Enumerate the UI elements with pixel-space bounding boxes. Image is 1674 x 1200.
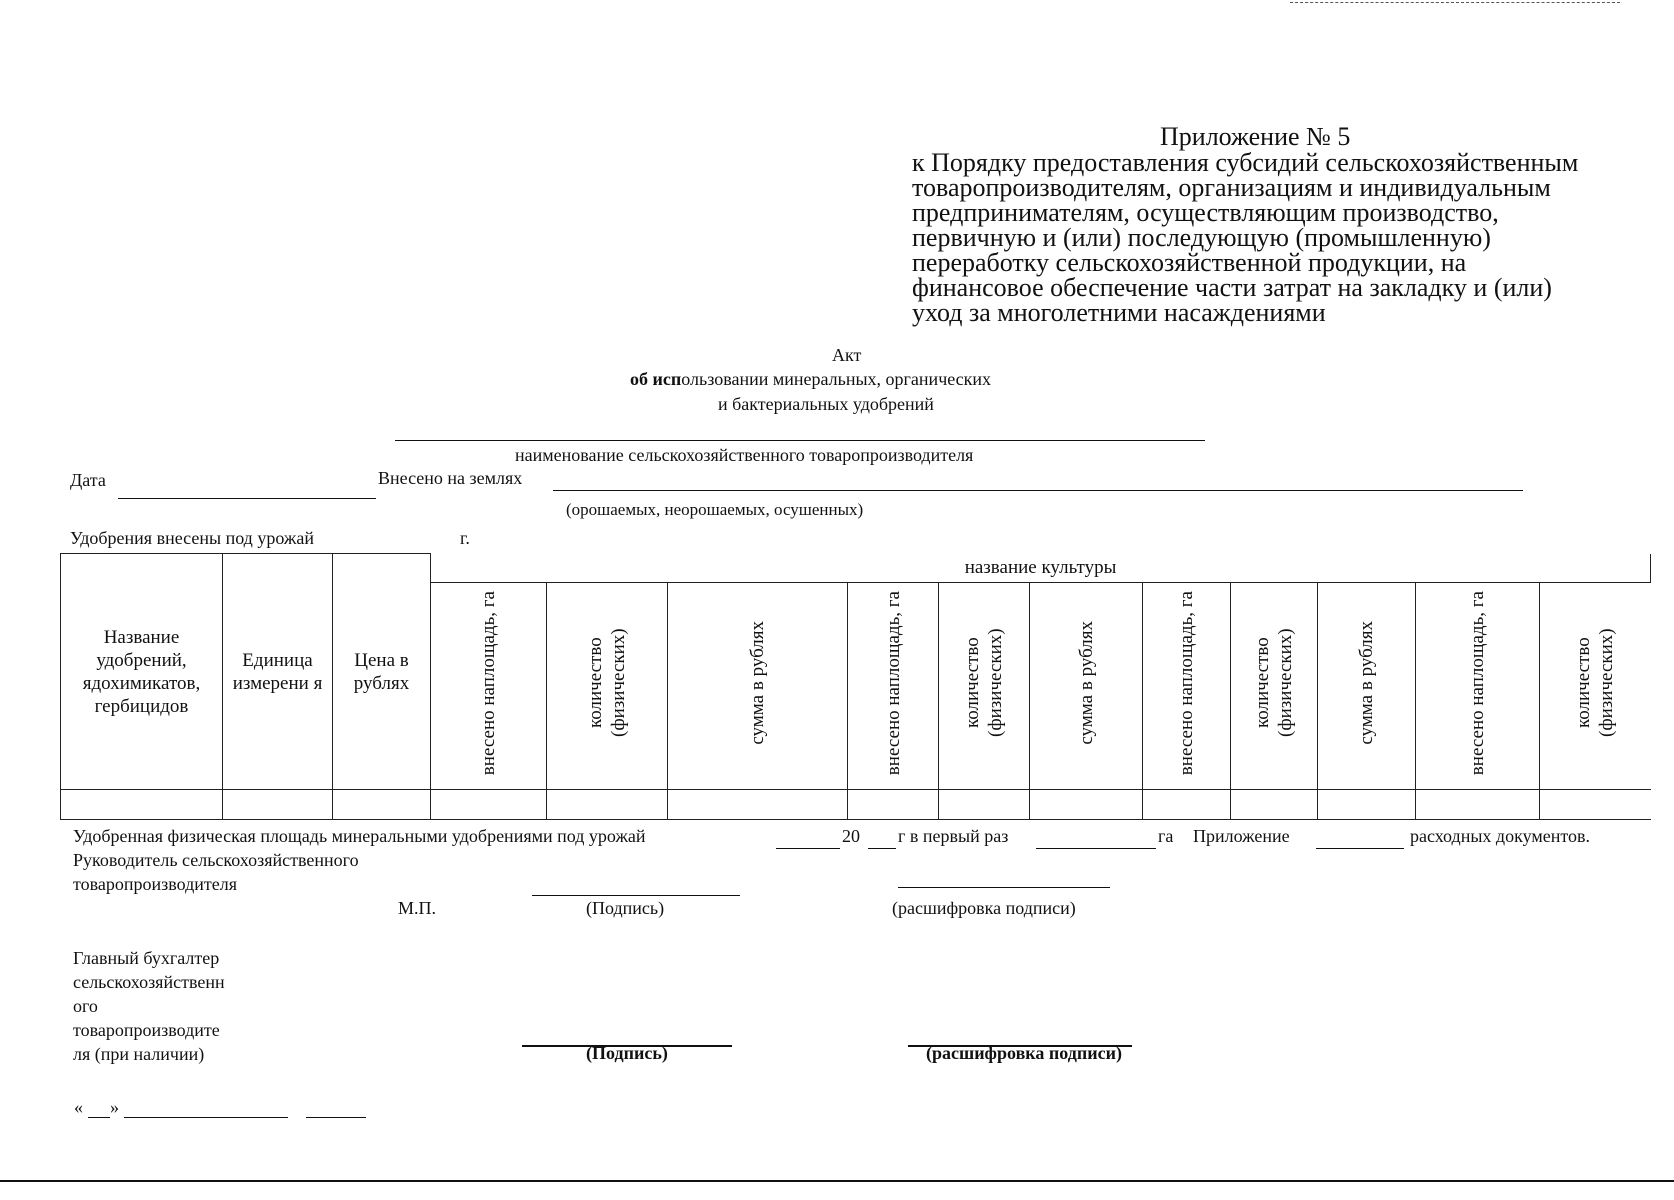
header-sum-col [668, 583, 848, 790]
head-label-line1: Руководитель сельскохозяйственного [73, 850, 359, 870]
accountant-label-line: товаропроизводите [73, 1020, 220, 1040]
accountant-label-line: Главный бухгалтер [73, 948, 220, 968]
table-cell[interactable] [939, 790, 1030, 820]
header-area-col [1143, 583, 1231, 790]
table-cell[interactable] [333, 790, 431, 820]
table-header-row-1 [61, 554, 1651, 583]
appendix-line: финансовое обеспечение части затрат на закладку и (или) [912, 273, 1552, 302]
date-month-blank[interactable] [124, 1117, 288, 1118]
header-area-col [1416, 583, 1540, 790]
header-quantity: количество (физических) [1252, 628, 1296, 738]
header-quantity-col [939, 583, 1030, 790]
accountant-signature-caption: (Подпись) [586, 1043, 668, 1063]
fertilized-area-blank[interactable] [1036, 848, 1156, 849]
header-quantity: количество (физических) [585, 628, 629, 738]
header-sum-col [1318, 583, 1416, 790]
table-cell[interactable] [668, 790, 848, 820]
harvest-label: Удобрения внесены под урожай [70, 528, 314, 548]
table-cell[interactable] [848, 790, 939, 820]
lands-line[interactable] [553, 490, 1523, 491]
header-area: внесено наплощадь, га [1176, 590, 1197, 776]
header-area-col [431, 583, 547, 790]
fertilized-text: Удобренная физическая площадь минеральными удобрениями под урожай [73, 826, 646, 846]
accountant-label [73, 946, 225, 1066]
stamp-label: М.П. [398, 898, 437, 918]
year-suffix: г. [460, 528, 470, 548]
header-area: внесено наплощадь, га [1467, 590, 1488, 776]
table-cell[interactable] [1416, 790, 1540, 820]
header-area: внесено наплощадь, га [478, 590, 499, 776]
date-open-quote: « [74, 1097, 83, 1117]
accountant-label-line: сельскохозяйственн [73, 972, 225, 992]
header-sum: сумма в рублях [1356, 621, 1377, 745]
fertilized-first-time: г в первый раз [898, 826, 1009, 846]
header-sum: сумма в рублях [747, 621, 768, 745]
header-quantity: количество (физических) [1573, 628, 1618, 738]
header-fertilizer-name: Название удобрений, ядохимикатов, гербицидов [61, 554, 223, 790]
date-label: Дата [70, 470, 106, 490]
table-cell[interactable] [1318, 790, 1416, 820]
act-subtitle [630, 369, 991, 390]
fertilized-unit: га [1158, 826, 1174, 846]
fertilized-docs: расходных документов. [1410, 826, 1590, 846]
appendix-line: товаропроизводителям, организациям и индивидуальным [912, 173, 1551, 202]
header-quantity-col [1231, 583, 1318, 790]
appendix-text [912, 150, 1652, 325]
table-cell[interactable] [1540, 790, 1651, 820]
table-cell[interactable] [61, 790, 223, 820]
fertilized-blank-1[interactable] [776, 848, 840, 849]
fertilized-docs-blank[interactable] [1316, 848, 1404, 849]
table-cell[interactable] [547, 790, 668, 820]
table-row [61, 790, 1651, 820]
head-label-line2: товаропроизводителя [73, 874, 238, 894]
appendix-line: первичную и (или) последующую (промышленную) [912, 223, 1491, 252]
lands-caption: (орошаемых, неорошаемых, осушенных) [566, 500, 864, 519]
lands-label: Внесено на землях [378, 468, 523, 488]
act-subtitle-bold: об исп [630, 369, 682, 389]
header-quantity-col [547, 583, 668, 790]
page-bottom-edge [0, 1180, 1674, 1182]
header-price: Цена в рублях [333, 554, 431, 790]
head-decoding-caption: (расшифровка подписи) [892, 898, 1076, 918]
act-subtitle-rest: ользовании минеральных, органических [681, 369, 992, 389]
accountant-decoding-caption: (расшифровка подписи) [926, 1043, 1122, 1063]
page-top-edge [1290, 2, 1620, 3]
appendix-line: переработку сельскохозяйственной продукции, на [912, 248, 1467, 277]
header-sum: сумма в рублях [1075, 621, 1097, 745]
table-cell[interactable] [431, 790, 547, 820]
header-quantity-col [1540, 583, 1651, 790]
act-title: Акт [832, 345, 862, 365]
header-sum-col [1030, 583, 1143, 790]
header-area-col [848, 583, 939, 790]
appendix-title: Приложение № 5 [1160, 122, 1351, 151]
date-day-blank[interactable] [88, 1117, 110, 1118]
header-area: внесено наплощадь, га [882, 590, 904, 776]
act-subtitle-2: и бактериальных удобрений [718, 394, 934, 414]
table-cell[interactable] [1030, 790, 1143, 820]
appendix-line: предпринимателям, осуществляющим производство, [912, 198, 1499, 227]
fertilized-year-blank[interactable] [868, 848, 896, 849]
producer-caption: наименование сельскохозяйственного товаропроизводителя [515, 445, 974, 465]
table-cell[interactable] [1231, 790, 1318, 820]
appendix-line: к Порядку предоставления субсидий сельскохозяйственным [912, 148, 1579, 177]
accountant-label-line: ля (при наличии) [73, 1044, 205, 1064]
header-unit: Единица измерени я [223, 554, 333, 790]
head-decoding-line[interactable] [898, 887, 1110, 888]
date-close-quote: » [110, 1097, 119, 1117]
head-signature-line[interactable] [532, 895, 740, 896]
appendix-line: уход за многолетними насаждениями [912, 298, 1326, 327]
header-culture-name: название культуры [431, 554, 1651, 583]
producer-name-line[interactable] [395, 440, 1205, 441]
table-cell[interactable] [1143, 790, 1231, 820]
accountant-label-line: ого [73, 996, 98, 1016]
table-cell[interactable] [223, 790, 333, 820]
header-quantity: количество (физических) [962, 628, 1006, 738]
fertilizer-table [60, 553, 1651, 820]
fertilized-year: 20 [842, 826, 860, 846]
date-line[interactable] [118, 498, 376, 499]
head-signature-caption: (Подпись) [586, 898, 665, 918]
date-year-blank[interactable] [306, 1117, 366, 1118]
fertilized-appendix: Приложение [1193, 826, 1290, 846]
